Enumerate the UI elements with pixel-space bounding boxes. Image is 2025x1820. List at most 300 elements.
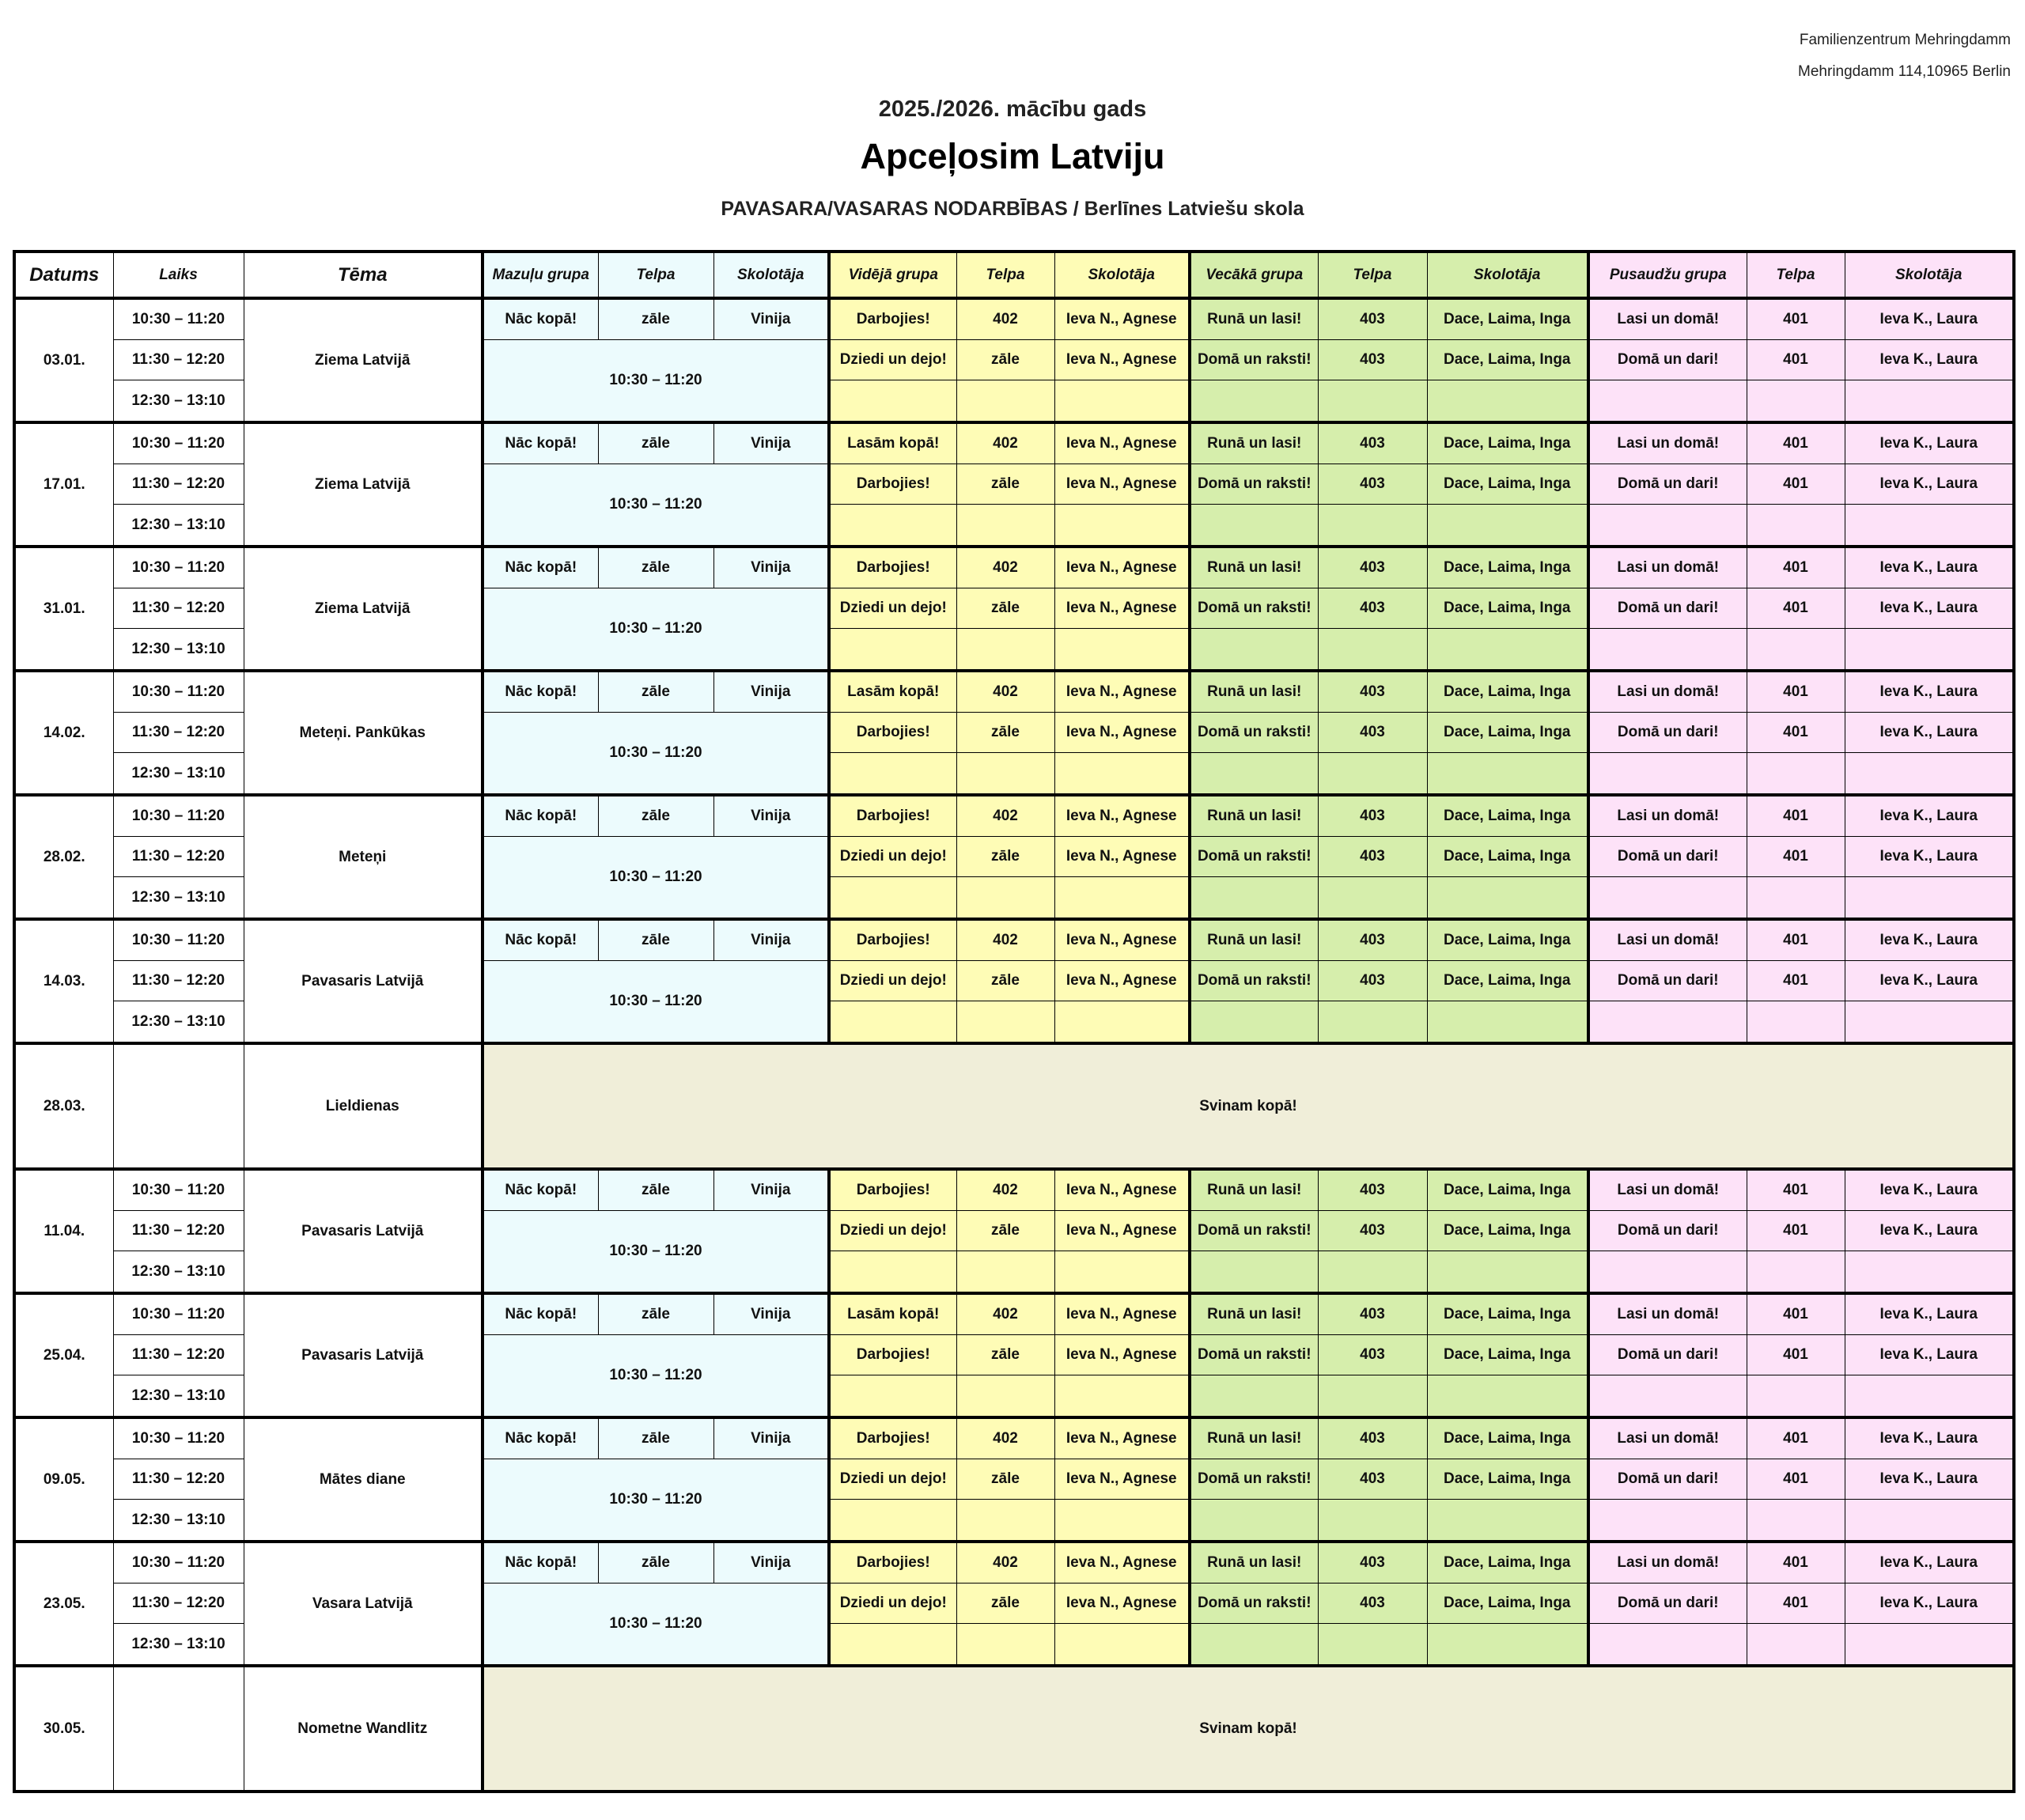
pusaudzu-room: 401 (1747, 1542, 1845, 1584)
pusaudzu-activity: Lasi un domā! (1588, 298, 1747, 340)
videja-teacher: Ieva N., Agnese (1054, 1542, 1190, 1584)
vecaka-empty (1427, 1624, 1588, 1667)
session-time: 10:30 – 11:20 (113, 671, 244, 713)
session-row (14, 919, 2014, 961)
videja-room: zāle (956, 837, 1054, 877)
pusaudzu-teacher: Ieva K., Laura (1845, 919, 2014, 961)
videja-empty (1054, 1375, 1190, 1418)
pusaudzu-room: 401 (1747, 837, 1845, 877)
vecaka-teacher: Dace, Laima, Inga (1427, 547, 1588, 588)
videja-room: 402 (956, 1417, 1054, 1459)
page-title: Apceļosim Latviju (860, 136, 1165, 176)
videja-teacher: Ieva N., Agnese (1054, 464, 1190, 505)
videja-teacher: Ieva N., Agnese (1054, 671, 1190, 713)
vecaka-empty (1190, 753, 1318, 796)
mazulu-room: zāle (598, 1417, 713, 1459)
session-row (14, 547, 2014, 588)
school-year: 2025./2026. mācību gads (878, 96, 1147, 122)
vecaka-activity: Domā un raksti! (1190, 837, 1318, 877)
session-row (14, 1169, 2014, 1211)
mazulu-teacher: Vinija (713, 422, 829, 464)
vecaka-teacher: Dace, Laima, Inga (1427, 340, 1588, 380)
col-header: Pusaudžu grupa (1588, 252, 1747, 298)
session-theme: Vasara Latvijā (244, 1542, 483, 1666)
vecaka-empty (1318, 1375, 1427, 1418)
mazulu-teacher: Vinija (713, 919, 829, 961)
pusaudzu-teacher: Ieva K., Laura (1845, 1293, 2014, 1335)
videja-activity: Darbojies! (829, 795, 956, 837)
videja-empty (829, 1001, 956, 1044)
videja-room: 402 (956, 1293, 1054, 1335)
vecaka-activity: Runā un lasi! (1190, 1417, 1318, 1459)
pusaudzu-empty (1588, 380, 1747, 423)
vecaka-room: 403 (1318, 919, 1427, 961)
session-time: 12:30 – 13:10 (113, 1500, 244, 1542)
vecaka-teacher: Dace, Laima, Inga (1427, 588, 1588, 629)
pusaudzu-teacher: Ieva K., Laura (1845, 464, 2014, 505)
mazulu-teacher: Vinija (713, 298, 829, 340)
mazulu-teacher: Vinija (713, 1293, 829, 1335)
pusaudzu-activity: Domā un dari! (1588, 1211, 1747, 1251)
videja-empty (956, 877, 1054, 920)
session-time: 12:30 – 13:10 (113, 505, 244, 547)
pusaudzu-empty (1588, 1375, 1747, 1418)
session-date: 09.05. (14, 1417, 113, 1542)
pusaudzu-room: 401 (1747, 1293, 1845, 1335)
vecaka-room: 403 (1318, 1211, 1427, 1251)
vecaka-activity: Domā un raksti! (1190, 1211, 1318, 1251)
session-time: 12:30 – 13:10 (113, 1375, 244, 1418)
mazulu-merged-time: 10:30 – 11:20 (483, 340, 829, 423)
videja-empty (829, 1500, 956, 1542)
videja-activity: Dziedi un dejo! (829, 1584, 956, 1624)
videja-teacher: Ieva N., Agnese (1054, 1169, 1190, 1211)
mazulu-activity: Nāc kopā! (483, 1169, 598, 1211)
pusaudzu-empty (1845, 1375, 2014, 1418)
session-theme: Pavasaris Latvijā (244, 1169, 483, 1293)
session-time: 12:30 – 13:10 (113, 1001, 244, 1044)
session-time: 10:30 – 11:20 (113, 298, 244, 340)
videja-empty (829, 1375, 956, 1418)
pusaudzu-empty (1588, 877, 1747, 920)
session-time: 10:30 – 11:20 (113, 1293, 244, 1335)
vecaka-activity: Runā un lasi! (1190, 547, 1318, 588)
pusaudzu-empty (1845, 1001, 2014, 1044)
vecaka-teacher: Dace, Laima, Inga (1427, 919, 1588, 961)
vecaka-empty (1190, 380, 1318, 423)
col-header: Telpa (598, 252, 713, 298)
pusaudzu-empty (1747, 380, 1845, 423)
pusaudzu-empty (1845, 505, 2014, 547)
vecaka-activity: Runā un lasi! (1190, 795, 1318, 837)
pusaudzu-room: 401 (1747, 1584, 1845, 1624)
videja-room: 402 (956, 298, 1054, 340)
vecaka-teacher: Dace, Laima, Inga (1427, 961, 1588, 1001)
session-time: 11:30 – 12:20 (113, 1459, 244, 1500)
pusaudzu-activity: Lasi un domā! (1588, 422, 1747, 464)
videja-room: 402 (956, 1169, 1054, 1211)
session-time: 11:30 – 12:20 (113, 1335, 244, 1375)
vecaka-activity: Runā un lasi! (1190, 671, 1318, 713)
vecaka-activity: Runā un lasi! (1190, 298, 1318, 340)
session-time: 11:30 – 12:20 (113, 1584, 244, 1624)
session-time: 11:30 – 12:20 (113, 340, 244, 380)
mazulu-teacher: Vinija (713, 671, 829, 713)
mazulu-room: zāle (598, 671, 713, 713)
vecaka-activity: Runā un lasi! (1190, 1293, 1318, 1335)
col-header: Mazuļu grupa (483, 252, 598, 298)
session-theme: Pavasaris Latvijā (244, 919, 483, 1043)
vecaka-activity: Domā un raksti! (1190, 464, 1318, 505)
pusaudzu-room: 401 (1747, 340, 1845, 380)
videja-empty (1054, 1251, 1190, 1294)
session-time: 11:30 – 12:20 (113, 464, 244, 505)
vecaka-empty (1318, 380, 1427, 423)
pusaudzu-empty (1747, 1624, 1845, 1667)
videja-activity: Dziedi un dejo! (829, 1459, 956, 1500)
vecaka-activity: Runā un lasi! (1190, 1169, 1318, 1211)
videja-empty (1054, 505, 1190, 547)
col-header: Telpa (1318, 252, 1427, 298)
videja-teacher: Ieva N., Agnese (1054, 1459, 1190, 1500)
vecaka-empty (1318, 1001, 1427, 1044)
pusaudzu-room: 401 (1747, 1169, 1845, 1211)
pusaudzu-empty (1747, 1001, 1845, 1044)
videja-empty (829, 877, 956, 920)
videja-empty (956, 1001, 1054, 1044)
col-header: Skolotāja (1054, 252, 1190, 298)
pusaudzu-empty (1845, 629, 2014, 672)
pusaudzu-room: 401 (1747, 795, 1845, 837)
videja-room: 402 (956, 1542, 1054, 1584)
pusaudzu-empty (1845, 753, 2014, 796)
videja-teacher: Ieva N., Agnese (1054, 713, 1190, 753)
pusaudzu-room: 401 (1747, 464, 1845, 505)
pusaudzu-activity: Domā un dari! (1588, 588, 1747, 629)
vecaka-empty (1427, 1001, 1588, 1044)
videja-empty (956, 1624, 1054, 1667)
videja-activity: Darbojies! (829, 1417, 956, 1459)
videja-activity: Dziedi un dejo! (829, 837, 956, 877)
session-time: 11:30 – 12:20 (113, 713, 244, 753)
vecaka-activity: Domā un raksti! (1190, 340, 1318, 380)
vecaka-teacher: Dace, Laima, Inga (1427, 837, 1588, 877)
session-time: 12:30 – 13:10 (113, 753, 244, 796)
mazulu-activity: Nāc kopā! (483, 919, 598, 961)
videja-teacher: Ieva N., Agnese (1054, 1584, 1190, 1624)
session-theme: Meteņi. Pankūkas (244, 671, 483, 795)
session-time: 10:30 – 11:20 (113, 1542, 244, 1584)
vecaka-empty (1427, 629, 1588, 672)
page-subtitle: PAVASARA/VASARAS NODARBĪBAS / Berlīnes Latviešu skola (721, 198, 1304, 220)
videja-teacher: Ieva N., Agnese (1054, 1211, 1190, 1251)
vecaka-room: 403 (1318, 1169, 1427, 1211)
vecaka-room: 403 (1318, 588, 1427, 629)
pusaudzu-empty (1588, 505, 1747, 547)
session-theme: Ziema Latvijā (244, 298, 483, 422)
videja-room: zāle (956, 1459, 1054, 1500)
videja-activity: Darbojies! (829, 919, 956, 961)
pusaudzu-teacher: Ieva K., Laura (1845, 547, 2014, 588)
vecaka-room: 403 (1318, 961, 1427, 1001)
videja-empty (1054, 1500, 1190, 1542)
session-date: 17.01. (14, 422, 113, 547)
videja-empty (956, 1251, 1054, 1294)
pusaudzu-teacher: Ieva K., Laura (1845, 1542, 2014, 1584)
videja-activity: Darbojies! (829, 547, 956, 588)
pusaudzu-empty (1588, 1500, 1747, 1542)
pusaudzu-teacher: Ieva K., Laura (1845, 340, 2014, 380)
pusaudzu-activity: Domā un dari! (1588, 340, 1747, 380)
vecaka-teacher: Dace, Laima, Inga (1427, 298, 1588, 340)
session-time: 12:30 – 13:10 (113, 877, 244, 920)
session-time-empty (113, 1043, 244, 1169)
session-theme: Lieldienas (244, 1043, 483, 1169)
mazulu-room: zāle (598, 422, 713, 464)
videja-teacher: Ieva N., Agnese (1054, 961, 1190, 1001)
mazulu-activity: Nāc kopā! (483, 1293, 598, 1335)
videja-empty (829, 629, 956, 672)
pusaudzu-activity: Lasi un domā! (1588, 1417, 1747, 1459)
vecaka-teacher: Dace, Laima, Inga (1427, 1417, 1588, 1459)
videja-teacher: Ieva N., Agnese (1054, 340, 1190, 380)
col-header: Vecākā grupa (1190, 252, 1318, 298)
vecaka-room: 403 (1318, 1335, 1427, 1375)
mazulu-room: zāle (598, 1542, 713, 1584)
vecaka-room: 403 (1318, 1542, 1427, 1584)
session-time: 11:30 – 12:20 (113, 961, 244, 1001)
vecaka-room: 403 (1318, 837, 1427, 877)
mazulu-merged-time: 10:30 – 11:20 (483, 588, 829, 672)
vecaka-room: 403 (1318, 340, 1427, 380)
vecaka-room: 403 (1318, 422, 1427, 464)
videja-empty (829, 1251, 956, 1294)
vecaka-empty (1190, 505, 1318, 547)
session-row (14, 1542, 2014, 1584)
mazulu-merged-time: 10:30 – 11:20 (483, 1459, 829, 1542)
mazulu-teacher: Vinija (713, 795, 829, 837)
session-date: 11.04. (14, 1169, 113, 1293)
pusaudzu-activity: Domā un dari! (1588, 837, 1747, 877)
vecaka-teacher: Dace, Laima, Inga (1427, 1542, 1588, 1584)
col-header: Vidējā grupa (829, 252, 956, 298)
pusaudzu-teacher: Ieva K., Laura (1845, 961, 2014, 1001)
pusaudzu-empty (1747, 877, 1845, 920)
videja-empty (1054, 753, 1190, 796)
videja-room: 402 (956, 422, 1054, 464)
org-name: Familienzentrum Mehringdamm (1799, 32, 2011, 48)
videja-room: 402 (956, 547, 1054, 588)
pusaudzu-activity: Domā un dari! (1588, 961, 1747, 1001)
videja-teacher: Ieva N., Agnese (1054, 1293, 1190, 1335)
pusaudzu-room: 401 (1747, 1417, 1845, 1459)
videja-empty (956, 753, 1054, 796)
vecaka-empty (1190, 629, 1318, 672)
videja-teacher: Ieva N., Agnese (1054, 795, 1190, 837)
pusaudzu-room: 401 (1747, 961, 1845, 1001)
session-row (14, 298, 2014, 340)
celebration-cell: Svinam kopā! (483, 1666, 2014, 1792)
vecaka-empty (1190, 1251, 1318, 1294)
session-date: 28.02. (14, 795, 113, 919)
pusaudzu-teacher: Ieva K., Laura (1845, 1211, 2014, 1251)
vecaka-room: 403 (1318, 1417, 1427, 1459)
session-time: 10:30 – 11:20 (113, 1169, 244, 1211)
pusaudzu-room: 401 (1747, 422, 1845, 464)
vecaka-empty (1318, 1624, 1427, 1667)
videja-room: 402 (956, 795, 1054, 837)
pusaudzu-empty (1588, 629, 1747, 672)
session-time: 10:30 – 11:20 (113, 422, 244, 464)
videja-teacher: Ieva N., Agnese (1054, 588, 1190, 629)
mazulu-activity: Nāc kopā! (483, 795, 598, 837)
mazulu-activity: Nāc kopā! (483, 671, 598, 713)
videja-empty (956, 380, 1054, 423)
vecaka-teacher: Dace, Laima, Inga (1427, 795, 1588, 837)
videja-activity: Dziedi un dejo! (829, 588, 956, 629)
pusaudzu-room: 401 (1747, 1211, 1845, 1251)
vecaka-teacher: Dace, Laima, Inga (1427, 713, 1588, 753)
vecaka-activity: Domā un raksti! (1190, 1584, 1318, 1624)
session-time: 12:30 – 13:10 (113, 1251, 244, 1294)
mazulu-merged-time: 10:30 – 11:20 (483, 837, 829, 920)
pusaudzu-empty (1845, 877, 2014, 920)
session-date: 28.03. (14, 1043, 113, 1169)
videja-empty (829, 380, 956, 423)
pusaudzu-empty (1588, 1001, 1747, 1044)
vecaka-empty (1427, 1500, 1588, 1542)
pusaudzu-activity: Lasi un domā! (1588, 1169, 1747, 1211)
mazulu-activity: Nāc kopā! (483, 1417, 598, 1459)
mazulu-room: zāle (598, 795, 713, 837)
col-header: Skolotāja (1427, 252, 1588, 298)
videja-room: zāle (956, 1584, 1054, 1624)
session-time: 10:30 – 11:20 (113, 795, 244, 837)
vecaka-empty (1318, 505, 1427, 547)
celebration-cell: Svinam kopā! (483, 1043, 2014, 1169)
org-address: Mehringdamm 114,10965 Berlin (1798, 63, 2011, 80)
mazulu-room: zāle (598, 298, 713, 340)
mazulu-teacher: Vinija (713, 547, 829, 588)
mazulu-room: zāle (598, 1169, 713, 1211)
session-row (14, 422, 2014, 464)
session-time: 12:30 – 13:10 (113, 1624, 244, 1667)
mazulu-teacher: Vinija (713, 1169, 829, 1211)
pusaudzu-teacher: Ieva K., Laura (1845, 1584, 2014, 1624)
session-date: 14.02. (14, 671, 113, 795)
videja-teacher: Ieva N., Agnese (1054, 919, 1190, 961)
videja-empty (1054, 1001, 1190, 1044)
pusaudzu-empty (1747, 629, 1845, 672)
pusaudzu-activity: Lasi un domā! (1588, 795, 1747, 837)
videja-activity: Darbojies! (829, 713, 956, 753)
mazulu-merged-time: 10:30 – 11:20 (483, 1335, 829, 1418)
vecaka-empty (1190, 1001, 1318, 1044)
mazulu-room: zāle (598, 547, 713, 588)
videja-room: zāle (956, 961, 1054, 1001)
videja-activity: Dziedi un dejo! (829, 961, 956, 1001)
vecaka-empty (1427, 505, 1588, 547)
videja-empty (956, 629, 1054, 672)
pusaudzu-teacher: Ieva K., Laura (1845, 422, 2014, 464)
pusaudzu-teacher: Ieva K., Laura (1845, 837, 2014, 877)
schedule-table (13, 250, 2016, 1793)
vecaka-empty (1427, 753, 1588, 796)
session-row (14, 671, 2014, 713)
col-header: Telpa (956, 252, 1054, 298)
pusaudzu-empty (1747, 505, 1845, 547)
session-theme: Nometne Wandlitz (244, 1666, 483, 1792)
session-date: 14.03. (14, 919, 113, 1043)
pusaudzu-teacher: Ieva K., Laura (1845, 1169, 2014, 1211)
session-time: 12:30 – 13:10 (113, 629, 244, 672)
vecaka-room: 403 (1318, 795, 1427, 837)
session-theme: Ziema Latvijā (244, 547, 483, 671)
videja-teacher: Ieva N., Agnese (1054, 1335, 1190, 1375)
videja-room: zāle (956, 588, 1054, 629)
pusaudzu-empty (1588, 1624, 1747, 1667)
videja-empty (829, 753, 956, 796)
videja-teacher: Ieva N., Agnese (1054, 298, 1190, 340)
session-date: 31.01. (14, 547, 113, 671)
videja-activity: Dziedi un dejo! (829, 1211, 956, 1251)
vecaka-empty (1190, 1624, 1318, 1667)
videja-empty (956, 1500, 1054, 1542)
vecaka-teacher: Dace, Laima, Inga (1427, 422, 1588, 464)
session-time: 11:30 – 12:20 (113, 837, 244, 877)
vecaka-activity: Domā un raksti! (1190, 588, 1318, 629)
pusaudzu-teacher: Ieva K., Laura (1845, 1417, 2014, 1459)
videja-empty (956, 505, 1054, 547)
videja-room: 402 (956, 671, 1054, 713)
col-header: Tēma (244, 252, 483, 298)
vecaka-empty (1190, 1500, 1318, 1542)
pusaudzu-room: 401 (1747, 671, 1845, 713)
vecaka-empty (1427, 1375, 1588, 1418)
col-header: Skolotāja (713, 252, 829, 298)
videja-empty (956, 1375, 1054, 1418)
pusaudzu-teacher: Ieva K., Laura (1845, 713, 2014, 753)
videja-empty (1054, 629, 1190, 672)
mazulu-merged-time: 10:30 – 11:20 (483, 464, 829, 547)
pusaudzu-activity: Lasi un domā! (1588, 671, 1747, 713)
videja-empty (1054, 380, 1190, 423)
vecaka-room: 403 (1318, 547, 1427, 588)
pusaudzu-activity: Lasi un domā! (1588, 1542, 1747, 1584)
session-date: 03.01. (14, 298, 113, 422)
pusaudzu-activity: Lasi un domā! (1588, 1293, 1747, 1335)
vecaka-room: 403 (1318, 1584, 1427, 1624)
pusaudzu-teacher: Ieva K., Laura (1845, 671, 2014, 713)
col-header: Laiks (113, 252, 244, 298)
vecaka-activity: Domā un raksti! (1190, 1459, 1318, 1500)
col-header: Datums (14, 252, 113, 298)
videja-empty (1054, 877, 1190, 920)
videja-activity: Lasām kopā! (829, 671, 956, 713)
vecaka-teacher: Dace, Laima, Inga (1427, 671, 1588, 713)
session-date: 30.05. (14, 1666, 113, 1792)
pusaudzu-empty (1747, 1500, 1845, 1542)
session-row (14, 1293, 2014, 1335)
pusaudzu-teacher: Ieva K., Laura (1845, 1335, 2014, 1375)
vecaka-teacher: Dace, Laima, Inga (1427, 1335, 1588, 1375)
videja-empty (1054, 1624, 1190, 1667)
mazulu-room: zāle (598, 1293, 713, 1335)
vecaka-room: 403 (1318, 713, 1427, 753)
session-time: 10:30 – 11:20 (113, 547, 244, 588)
videja-teacher: Ieva N., Agnese (1054, 837, 1190, 877)
mazulu-merged-time: 10:30 – 11:20 (483, 1584, 829, 1667)
